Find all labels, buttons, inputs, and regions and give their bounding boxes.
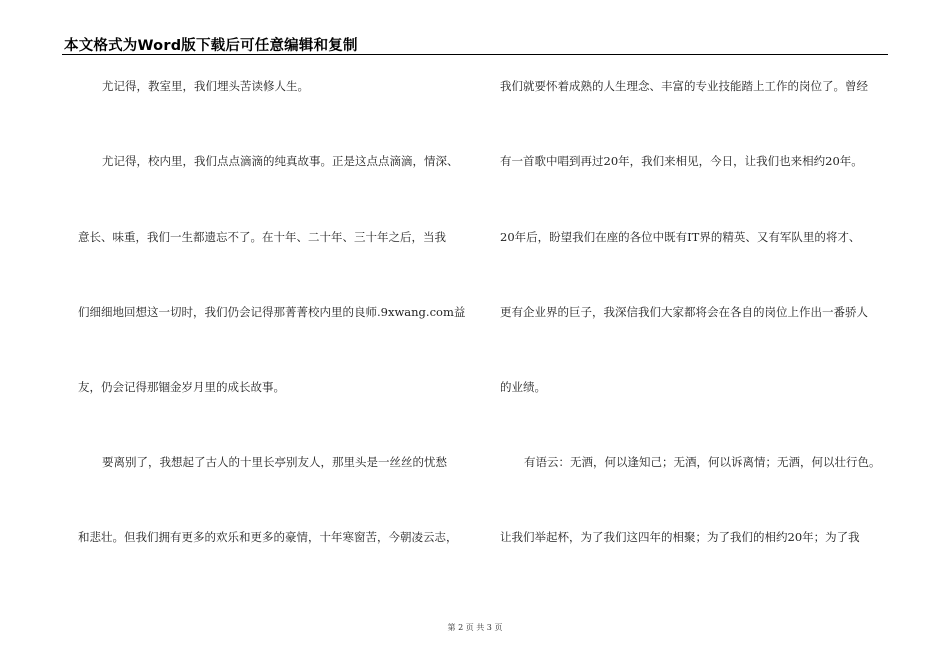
right-column [500,72,920,632]
text-line: 尤记得，校内里，我们点点滴滴的纯真故事。正是这点点滴滴，情深、 [102,154,459,168]
text-line: 友，仍会记得那锢金岁月里的成长故事。 [78,380,285,394]
text-line: 们细细地回想这一切时，我们仍会记得那菁菁校内里的良师.9xwang.com益 [78,305,466,319]
text-line: 有一首歌中唱到再过20年，我们来相见，今日，让我们也来相约20年。 [500,154,863,168]
text-line: 要离别了，我想起了古人的十里长亭别友人，那里头是一丝丝的忧愁 [102,455,447,469]
text-line: 更有企业界的巨子，我深信我们大家都将会在各自的岗位上作出一番骄人 [500,305,868,319]
header-divider [62,54,888,55]
page-number: 第 2 页 共 3 页 [447,623,503,632]
text-line: 20年后，盼望我们在座的各位中既有IT界的精英、又有军队里的将才、 [500,230,861,244]
text-line: 的业绩。 [500,380,546,394]
header-title: 本文格式为Word版下载后可任意编辑和复制 [64,38,358,54]
text-line: 有语云：无酒，何以逢知己；无酒，何以诉离情；无酒，何以壮行色。 [524,455,881,469]
text-line: 尤记得，教室里，我们埋头苦读修人生。 [102,79,309,93]
left-column [78,72,498,632]
text-line: 让我们举起杯，为了我们这四年的相聚；为了我们的相约20年；为了我 [500,530,860,544]
text-line: 意长、味重，我们一生都遗忘不了。在十年、二十年、三十年之后，当我 [78,230,446,244]
text-line: 和悲壮。但我们拥有更多的欢乐和更多的豪情，十年寒窗苦，今朝凌云志， [78,530,458,544]
text-line: 我们就要怀着成熟的人生理念、丰富的专业技能踏上工作的岗位了。曾经 [500,79,868,93]
